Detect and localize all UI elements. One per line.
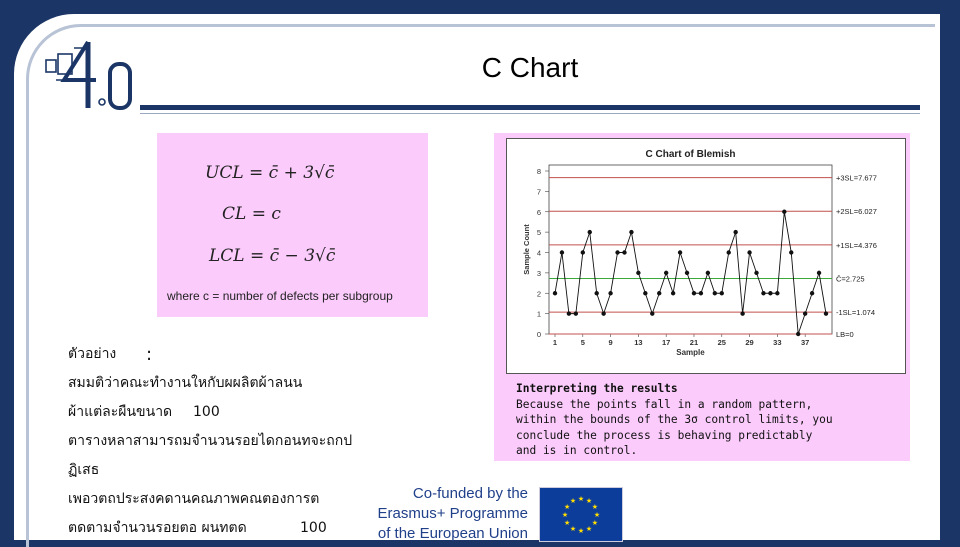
data-point (574, 311, 578, 315)
example-line-2 (68, 398, 398, 427)
chart-panel (494, 133, 910, 461)
erasmus-line-2: Erasmus+ Programme (377, 505, 528, 522)
interpretation-line: conclude the process is behaving predictably (516, 428, 813, 442)
y-tick-label: 7 (536, 187, 541, 197)
data-point (706, 271, 710, 275)
y-tick-label: 0 (536, 330, 541, 339)
data-point (761, 291, 765, 295)
x-tick-label: 21 (689, 338, 699, 347)
data-point (692, 291, 696, 295)
interpretation-line: Because the points fall in a random pattern, (516, 397, 813, 411)
control-limit-label: C̄=2.725 (836, 274, 865, 284)
x-tick-label: 5 (580, 338, 585, 347)
data-point (768, 291, 772, 295)
chart-title: C Chart of Blemish (645, 149, 736, 160)
data-point (727, 250, 731, 254)
eu-star-icon: ★ (585, 524, 593, 533)
eu-star-icon: ★ (577, 527, 585, 535)
x-tick-label: 33 (773, 338, 782, 347)
eu-star-icon: ★ (585, 497, 593, 506)
data-point (678, 250, 682, 254)
eu-star-icon: ★ (591, 503, 598, 511)
data-point (685, 271, 689, 275)
y-tick-label: 3 (536, 268, 541, 278)
title-underline-thin (140, 113, 920, 114)
eu-star-icon: ★ (561, 511, 569, 519)
data-point (803, 311, 807, 315)
data-point (754, 271, 758, 275)
data-point (560, 250, 564, 254)
data-point (817, 271, 821, 275)
lcl-formula: LCL = c̄ − 3√c̄ (209, 246, 336, 266)
formula-panel (157, 133, 428, 317)
erasmus-line-1: Co-funded by the (412, 485, 528, 502)
y-tick-label: 2 (536, 289, 541, 299)
data-point (810, 291, 814, 295)
example-text (68, 340, 398, 543)
example-line-2-value: 100 (193, 404, 220, 420)
data-point (720, 291, 724, 295)
y-tick-label: 5 (536, 228, 541, 238)
interpretation-line: and is in control. (516, 444, 638, 457)
data-point (601, 311, 605, 315)
data-point (775, 291, 779, 295)
example-line-2-text: ผ้าแต่ละผืนขนาด (68, 404, 173, 420)
interpretation-line: within the bounds of the 3σ control limits, you (516, 413, 833, 426)
data-point (643, 291, 647, 295)
mste-40-logo (44, 40, 144, 112)
data-point (747, 250, 751, 254)
data-point (740, 311, 744, 315)
cl-formula: CL = c (222, 204, 281, 224)
eu-star-icon: ★ (569, 524, 577, 533)
x-tick-label: 9 (608, 338, 613, 347)
y-tick-label: 8 (536, 167, 541, 176)
control-limit-label: -1SL=1.074 (836, 308, 875, 318)
data-point (553, 291, 557, 295)
control-limit-label: +1SL=4.376 (836, 240, 877, 250)
c-chart (506, 138, 906, 374)
data-point (782, 210, 786, 214)
x-tick-label: 17 (662, 338, 671, 347)
x-axis-label: Sample (676, 348, 705, 357)
control-limit-formulas (157, 133, 428, 283)
data-point (608, 291, 612, 295)
data-point (636, 271, 640, 275)
eu-star-icon: ★ (591, 519, 598, 527)
example-line-5: เพอวตถประสงคดานคณภาพคณตองการต (68, 491, 320, 507)
eu-star-icon: ★ (569, 497, 577, 506)
eu-star-icon: ★ (564, 519, 571, 527)
eu-star-icon: ★ (577, 495, 585, 503)
data-point (650, 311, 654, 315)
erasmus-line-3: of the European Union (377, 525, 528, 542)
example-line-6 (68, 514, 398, 543)
control-limit-label: +2SL=6.027 (836, 207, 877, 217)
formula-note: where c = number of defects per subgroup (167, 289, 393, 303)
data-point (622, 250, 626, 254)
title-underline (140, 105, 920, 110)
example-line-6-value: 100 (300, 520, 327, 536)
data-point (567, 311, 571, 315)
x-tick-label: 1 (552, 338, 558, 347)
eu-star-icon: ★ (564, 503, 571, 511)
data-point (657, 291, 661, 295)
data-point (664, 271, 668, 275)
ucl-formula: UCL = c̄ + 3√c̄ (205, 163, 335, 183)
example-line-3: ตารางหลาสามารถมจำนวนรอยไดกอนทจะถกป (68, 433, 353, 449)
data-point (713, 291, 717, 295)
example-line-1: สมมติว่าคณะทำงานใหกับผผลิตผ้าลนน (68, 375, 303, 391)
x-tick-label: 37 (800, 338, 810, 347)
data-point (629, 230, 633, 234)
eu-flag-icon (539, 487, 623, 542)
data-point (733, 230, 737, 234)
example-label-line (68, 340, 398, 369)
data-point (615, 250, 619, 254)
example-line-6-text: ตดตามจำนวนรอยตอ ผนทตด (68, 520, 247, 536)
eu-star-icon: ★ (593, 511, 601, 519)
y-tick-label: 4 (536, 248, 541, 258)
example-line-4: ฏิเสธ (68, 462, 100, 478)
x-tick-label: 13 (634, 338, 643, 347)
data-point (594, 291, 598, 295)
control-limit-label: +3SL=7.677 (836, 173, 877, 183)
data-point (789, 250, 793, 254)
data-point (699, 291, 703, 295)
y-axis-label: Sample Count (522, 224, 531, 275)
data-point (581, 250, 585, 254)
x-tick-label: 29 (745, 338, 754, 347)
erasmus-caption (360, 484, 528, 544)
control-limit-label: LB=0 (836, 330, 854, 339)
c-chart-svg (507, 139, 905, 373)
interpretation-heading: Interpreting the results (516, 382, 678, 395)
x-tick-label: 25 (717, 338, 726, 347)
data-point (796, 332, 800, 336)
slide-title: C Chart (481, 52, 579, 83)
data-point (671, 291, 675, 295)
example-colon: : (146, 344, 153, 365)
example-label: ตัวอย่าง (68, 346, 117, 362)
data-point (824, 311, 828, 315)
y-tick-label: 1 (536, 309, 541, 319)
data-point (588, 230, 592, 234)
interpretation (516, 381, 906, 459)
y-tick-label: 6 (536, 207, 541, 217)
